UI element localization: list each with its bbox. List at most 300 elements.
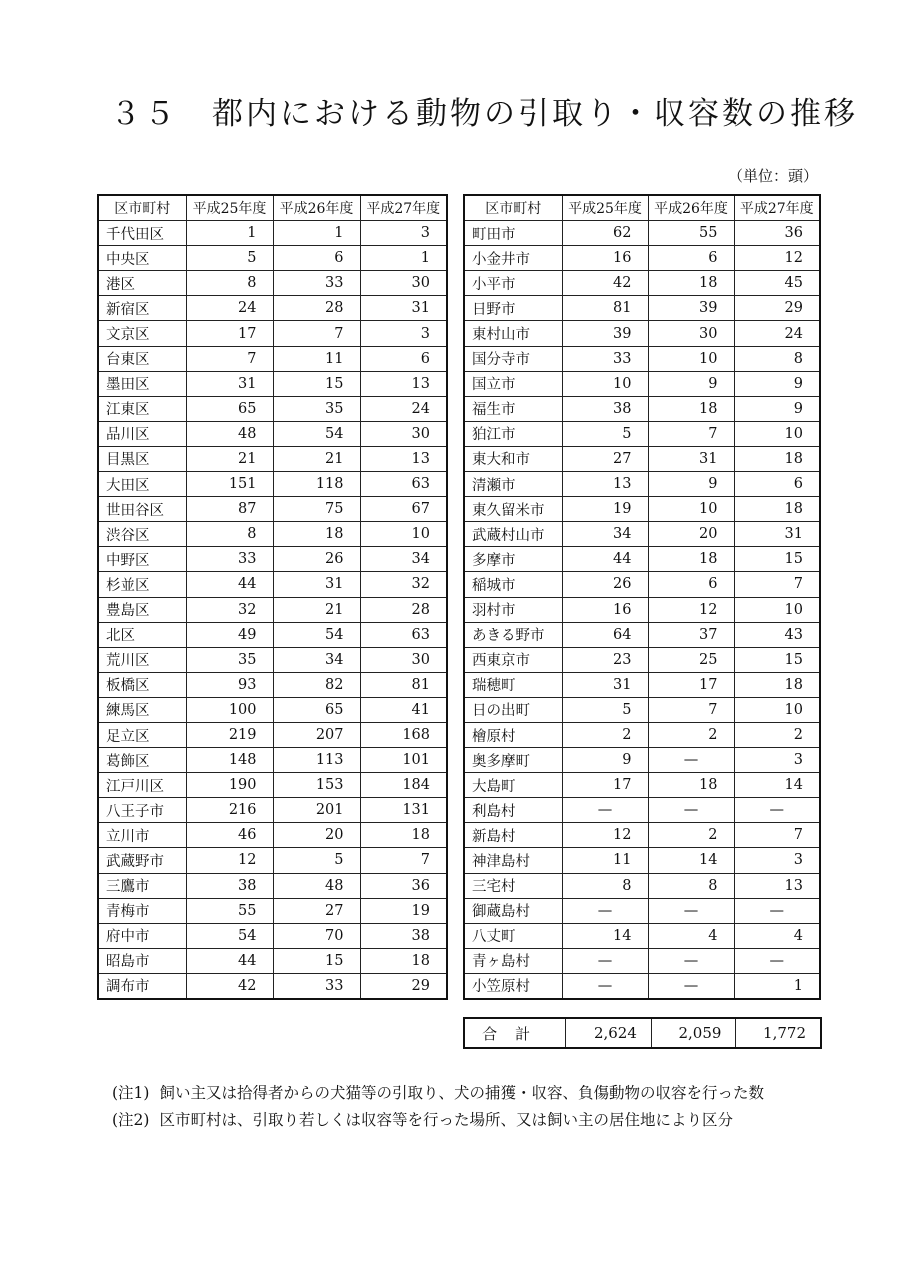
table-row <box>98 823 447 848</box>
count-cell: 75 <box>273 497 360 522</box>
count-cell: 13 <box>360 371 447 396</box>
table-row <box>98 748 447 773</box>
count-cell: 39 <box>562 321 648 346</box>
count-cell: 18 <box>360 823 447 848</box>
count-cell: 26 <box>562 572 648 597</box>
table-row <box>464 697 820 722</box>
count-cell: 67 <box>360 497 447 522</box>
column-header-municipality: 区市町村 <box>464 195 562 221</box>
table-row <box>98 773 447 798</box>
municipality-cell: 国分寺市 <box>464 346 562 371</box>
count-cell: — <box>648 798 734 823</box>
count-cell: 11 <box>273 346 360 371</box>
count-cell: 20 <box>273 823 360 848</box>
count-cell: 18 <box>273 522 360 547</box>
table-row <box>464 773 820 798</box>
count-cell: 28 <box>273 296 360 321</box>
count-cell: 3 <box>734 848 820 873</box>
count-cell: 5 <box>562 421 648 446</box>
count-cell: 101 <box>360 748 447 773</box>
municipality-cell: 新宿区 <box>98 296 186 321</box>
count-cell: 42 <box>562 271 648 296</box>
table-row <box>98 321 447 346</box>
left-data-table <box>97 194 448 1000</box>
table-row <box>98 371 447 396</box>
count-cell: 2 <box>648 722 734 747</box>
count-cell: 5 <box>562 697 648 722</box>
note-2 <box>112 1107 764 1134</box>
count-cell: 37 <box>648 622 734 647</box>
count-cell: 81 <box>562 296 648 321</box>
count-cell: 32 <box>186 597 273 622</box>
municipality-cell: 昭島市 <box>98 948 186 973</box>
count-cell: 17 <box>562 773 648 798</box>
count-cell: 10 <box>360 522 447 547</box>
municipality-cell: 東大和市 <box>464 446 562 471</box>
table-row <box>464 522 820 547</box>
count-cell: 30 <box>360 271 447 296</box>
count-cell: 43 <box>734 622 820 647</box>
count-cell: 6 <box>360 346 447 371</box>
table-header-row <box>98 195 447 221</box>
count-cell: 30 <box>360 647 447 672</box>
municipality-cell: 町田市 <box>464 221 562 246</box>
count-cell: 31 <box>360 296 447 321</box>
municipality-cell: 新島村 <box>464 823 562 848</box>
count-cell: 6 <box>273 246 360 271</box>
count-cell: 5 <box>186 246 273 271</box>
count-cell: 6 <box>734 472 820 497</box>
count-cell: 34 <box>562 522 648 547</box>
count-cell: 21 <box>273 446 360 471</box>
count-cell: 14 <box>734 773 820 798</box>
total-row <box>463 1017 822 1049</box>
count-cell: 18 <box>648 547 734 572</box>
municipality-cell: 神津島村 <box>464 848 562 873</box>
count-cell: 5 <box>273 848 360 873</box>
count-cell: 201 <box>273 798 360 823</box>
municipality-cell: 国立市 <box>464 371 562 396</box>
count-cell: 18 <box>734 672 820 697</box>
municipality-cell: 府中市 <box>98 923 186 948</box>
count-cell: 21 <box>186 446 273 471</box>
count-cell: 9 <box>562 748 648 773</box>
table-row <box>98 246 447 271</box>
table-row <box>98 547 447 572</box>
count-cell: 17 <box>648 672 734 697</box>
count-cell: 8 <box>648 873 734 898</box>
count-cell: 42 <box>186 973 273 999</box>
table-row <box>464 396 820 421</box>
municipality-cell: 豊島区 <box>98 597 186 622</box>
count-cell: 28 <box>360 597 447 622</box>
count-cell: 12 <box>734 246 820 271</box>
count-cell: 219 <box>186 722 273 747</box>
table-row <box>464 421 820 446</box>
municipality-cell: 中央区 <box>98 246 186 271</box>
right-table-body <box>464 221 820 999</box>
left-table-body <box>98 221 447 999</box>
table-row <box>98 647 447 672</box>
count-cell: 20 <box>648 522 734 547</box>
table-row <box>464 246 820 271</box>
count-cell: 10 <box>734 597 820 622</box>
count-cell: — <box>734 898 820 923</box>
count-cell: 54 <box>273 622 360 647</box>
municipality-cell: 台東区 <box>98 346 186 371</box>
count-cell: 148 <box>186 748 273 773</box>
count-cell: 35 <box>273 396 360 421</box>
count-cell: 31 <box>648 446 734 471</box>
count-cell: 10 <box>734 697 820 722</box>
table-row <box>98 472 447 497</box>
table-row <box>464 647 820 672</box>
notes <box>112 1080 764 1134</box>
table-row <box>98 923 447 948</box>
count-cell: 64 <box>562 622 648 647</box>
table-row <box>464 722 820 747</box>
count-cell: 31 <box>562 672 648 697</box>
count-cell: 63 <box>360 472 447 497</box>
count-cell: 45 <box>734 271 820 296</box>
count-cell: — <box>562 898 648 923</box>
table-row <box>98 497 447 522</box>
count-cell: 21 <box>273 597 360 622</box>
municipality-cell: 港区 <box>98 271 186 296</box>
count-cell: 207 <box>273 722 360 747</box>
municipality-cell: 東村山市 <box>464 321 562 346</box>
count-cell: 48 <box>273 873 360 898</box>
note-tag: (注1) <box>112 1084 150 1102</box>
count-cell: 190 <box>186 773 273 798</box>
count-cell: 3 <box>734 748 820 773</box>
count-cell: 17 <box>186 321 273 346</box>
municipality-cell: 三宅村 <box>464 873 562 898</box>
table-header-row <box>464 195 820 221</box>
count-cell: 93 <box>186 672 273 697</box>
count-cell: — <box>648 948 734 973</box>
count-cell: 35 <box>186 647 273 672</box>
municipality-cell: 目黒区 <box>98 446 186 471</box>
table-row <box>98 848 447 873</box>
count-cell: — <box>734 948 820 973</box>
count-cell: 44 <box>186 948 273 973</box>
table-row <box>98 798 447 823</box>
count-cell: 16 <box>562 246 648 271</box>
municipality-cell: 江戸川区 <box>98 773 186 798</box>
count-cell: 8 <box>186 522 273 547</box>
count-cell: 33 <box>562 346 648 371</box>
municipality-cell: 三鷹市 <box>98 873 186 898</box>
count-cell: 7 <box>648 697 734 722</box>
count-cell: 6 <box>648 246 734 271</box>
municipality-cell: 青ヶ島村 <box>464 948 562 973</box>
count-cell: 15 <box>734 547 820 572</box>
count-cell: 16 <box>562 597 648 622</box>
table-row <box>98 948 447 973</box>
column-header-h25: 平成25年度 <box>186 195 273 221</box>
municipality-cell: 武蔵野市 <box>98 848 186 873</box>
column-header-h27: 平成27年度 <box>734 195 820 221</box>
count-cell: 13 <box>360 446 447 471</box>
count-cell: 33 <box>273 973 360 999</box>
municipality-cell: 板橋区 <box>98 672 186 697</box>
count-cell: 54 <box>273 421 360 446</box>
municipality-cell: 大田区 <box>98 472 186 497</box>
table-row <box>464 446 820 471</box>
count-cell: 62 <box>562 221 648 246</box>
table-row <box>98 722 447 747</box>
count-cell: 100 <box>186 697 273 722</box>
count-cell: 12 <box>562 823 648 848</box>
municipality-cell: 多摩市 <box>464 547 562 572</box>
count-cell: 18 <box>734 446 820 471</box>
table-row <box>464 497 820 522</box>
count-cell: 41 <box>360 697 447 722</box>
count-cell: — <box>648 973 734 999</box>
count-cell: 29 <box>360 973 447 999</box>
count-cell: 15 <box>273 948 360 973</box>
table-row <box>464 572 820 597</box>
count-cell: 26 <box>273 547 360 572</box>
table-row <box>464 898 820 923</box>
count-cell: 118 <box>273 472 360 497</box>
count-cell: 19 <box>562 497 648 522</box>
count-cell: 10 <box>562 371 648 396</box>
count-cell: 13 <box>734 873 820 898</box>
column-header-h25: 平成25年度 <box>562 195 648 221</box>
count-cell: 9 <box>648 472 734 497</box>
count-cell: 31 <box>734 522 820 547</box>
column-header-municipality: 区市町村 <box>98 195 186 221</box>
municipality-cell: 清瀬市 <box>464 472 562 497</box>
table-row <box>98 898 447 923</box>
note-1 <box>112 1080 764 1107</box>
municipality-cell: 羽村市 <box>464 597 562 622</box>
count-cell: 31 <box>273 572 360 597</box>
municipality-cell: 大島町 <box>464 773 562 798</box>
table-row <box>464 622 820 647</box>
municipality-cell: 西東京市 <box>464 647 562 672</box>
count-cell: 2 <box>734 722 820 747</box>
table-row <box>464 296 820 321</box>
count-cell: 184 <box>360 773 447 798</box>
count-cell: 24 <box>186 296 273 321</box>
count-cell: 48 <box>186 421 273 446</box>
municipality-cell: 小平市 <box>464 271 562 296</box>
count-cell: 8 <box>734 346 820 371</box>
column-header-h26: 平成26年度 <box>273 195 360 221</box>
count-cell: 15 <box>734 647 820 672</box>
table-row <box>464 547 820 572</box>
count-cell: 9 <box>734 396 820 421</box>
table-row <box>464 798 820 823</box>
count-cell: 10 <box>648 497 734 522</box>
table-row <box>98 697 447 722</box>
count-cell: 87 <box>186 497 273 522</box>
count-cell: 82 <box>273 672 360 697</box>
municipality-cell: 中野区 <box>98 547 186 572</box>
count-cell: 55 <box>186 898 273 923</box>
count-cell: 65 <box>186 396 273 421</box>
municipality-cell: 世田谷区 <box>98 497 186 522</box>
count-cell: 44 <box>562 547 648 572</box>
count-cell: 4 <box>734 923 820 948</box>
municipality-cell: 小金井市 <box>464 246 562 271</box>
table-row <box>98 446 447 471</box>
table-row <box>98 396 447 421</box>
municipality-cell: 荒川区 <box>98 647 186 672</box>
municipality-cell: 立川市 <box>98 823 186 848</box>
count-cell: 44 <box>186 572 273 597</box>
municipality-cell: 日の出町 <box>464 697 562 722</box>
count-cell: — <box>648 898 734 923</box>
count-cell: 7 <box>648 421 734 446</box>
count-cell: 10 <box>734 421 820 446</box>
table-row <box>464 321 820 346</box>
count-cell: 12 <box>186 848 273 873</box>
municipality-cell: 渋谷区 <box>98 522 186 547</box>
municipality-cell: 奥多摩町 <box>464 748 562 773</box>
count-cell: 9 <box>648 371 734 396</box>
count-cell: 7 <box>734 572 820 597</box>
total-h26: 2,059 <box>651 1019 736 1047</box>
municipality-cell: 小笠原村 <box>464 973 562 999</box>
table-row <box>464 923 820 948</box>
municipality-cell: 八王子市 <box>98 798 186 823</box>
count-cell: 11 <box>562 848 648 873</box>
note-text: 飼い主又は拾得者からの犬猫等の引取り、犬の捕獲・収容、負傷動物の収容を行った数 <box>159 1084 764 1102</box>
municipality-cell: 日野市 <box>464 296 562 321</box>
table-row <box>98 622 447 647</box>
municipality-cell: 調布市 <box>98 973 186 999</box>
count-cell: 1 <box>273 221 360 246</box>
count-cell: 29 <box>734 296 820 321</box>
count-cell: 12 <box>648 597 734 622</box>
count-cell: 39 <box>648 296 734 321</box>
municipality-cell: 品川区 <box>98 421 186 446</box>
municipality-cell: 墨田区 <box>98 371 186 396</box>
count-cell: 8 <box>562 873 648 898</box>
table-row <box>464 672 820 697</box>
count-cell: 151 <box>186 472 273 497</box>
count-cell: 63 <box>360 622 447 647</box>
count-cell: 54 <box>186 923 273 948</box>
table-row <box>464 221 820 246</box>
count-cell: 81 <box>360 672 447 697</box>
municipality-cell: 葛飾区 <box>98 748 186 773</box>
count-cell: 30 <box>360 421 447 446</box>
count-cell: — <box>562 798 648 823</box>
municipality-cell: あきる野市 <box>464 622 562 647</box>
table-row <box>464 948 820 973</box>
column-header-h27: 平成27年度 <box>360 195 447 221</box>
count-cell: 153 <box>273 773 360 798</box>
note-tag: (注2) <box>112 1111 150 1129</box>
table-row <box>464 873 820 898</box>
table-row <box>98 973 447 999</box>
count-cell: 3 <box>360 321 447 346</box>
table-row <box>98 522 447 547</box>
table-row <box>98 346 447 371</box>
municipality-cell: 北区 <box>98 622 186 647</box>
count-cell: 49 <box>186 622 273 647</box>
municipality-cell: 利島村 <box>464 798 562 823</box>
table-row <box>98 597 447 622</box>
municipality-cell: 狛江市 <box>464 421 562 446</box>
count-cell: 34 <box>273 647 360 672</box>
municipality-cell: 青梅市 <box>98 898 186 923</box>
municipality-cell: 東久留米市 <box>464 497 562 522</box>
count-cell: 38 <box>360 923 447 948</box>
municipality-cell: 杉並区 <box>98 572 186 597</box>
municipality-cell: 武蔵村山市 <box>464 522 562 547</box>
count-cell: 18 <box>648 773 734 798</box>
unit-label: （単位：頭） <box>728 167 819 185</box>
count-cell: 7 <box>360 848 447 873</box>
count-cell: 36 <box>360 873 447 898</box>
count-cell: 7 <box>734 823 820 848</box>
count-cell: 46 <box>186 823 273 848</box>
count-cell: 25 <box>648 647 734 672</box>
count-cell: 24 <box>360 396 447 421</box>
count-cell: 1 <box>186 221 273 246</box>
count-cell: 3 <box>360 221 447 246</box>
count-cell: 55 <box>648 221 734 246</box>
count-cell: 7 <box>273 321 360 346</box>
count-cell: — <box>648 748 734 773</box>
count-cell: 27 <box>562 446 648 471</box>
table-row <box>464 371 820 396</box>
count-cell: 34 <box>360 547 447 572</box>
table-row <box>464 271 820 296</box>
count-cell: 18 <box>360 948 447 973</box>
count-cell: 33 <box>273 271 360 296</box>
count-cell: 31 <box>186 371 273 396</box>
count-cell: 168 <box>360 722 447 747</box>
table-row <box>464 823 820 848</box>
count-cell: 113 <box>273 748 360 773</box>
count-cell: 18 <box>648 396 734 421</box>
count-cell: 30 <box>648 321 734 346</box>
count-cell: 13 <box>562 472 648 497</box>
count-cell: 8 <box>186 271 273 296</box>
count-cell: 1 <box>734 973 820 999</box>
count-cell: 216 <box>186 798 273 823</box>
municipality-cell: 御蔵島村 <box>464 898 562 923</box>
count-cell: 33 <box>186 547 273 572</box>
column-header-h26: 平成26年度 <box>648 195 734 221</box>
municipality-cell: 江東区 <box>98 396 186 421</box>
count-cell: 1 <box>360 246 447 271</box>
page-title: ３５ 都内における動物の引取り・収容数の推移 <box>110 96 858 132</box>
table-row <box>464 848 820 873</box>
table-row <box>464 472 820 497</box>
total-h27: 1,772 <box>735 1019 820 1047</box>
municipality-cell: 練馬区 <box>98 697 186 722</box>
table-row <box>98 271 447 296</box>
municipality-cell: 足立区 <box>98 722 186 747</box>
count-cell: 36 <box>734 221 820 246</box>
count-cell: 10 <box>648 346 734 371</box>
table-row <box>98 296 447 321</box>
count-cell: 15 <box>273 371 360 396</box>
count-cell: 27 <box>273 898 360 923</box>
count-cell: 4 <box>648 923 734 948</box>
count-cell: 38 <box>186 873 273 898</box>
count-cell: 7 <box>186 346 273 371</box>
count-cell: — <box>734 798 820 823</box>
